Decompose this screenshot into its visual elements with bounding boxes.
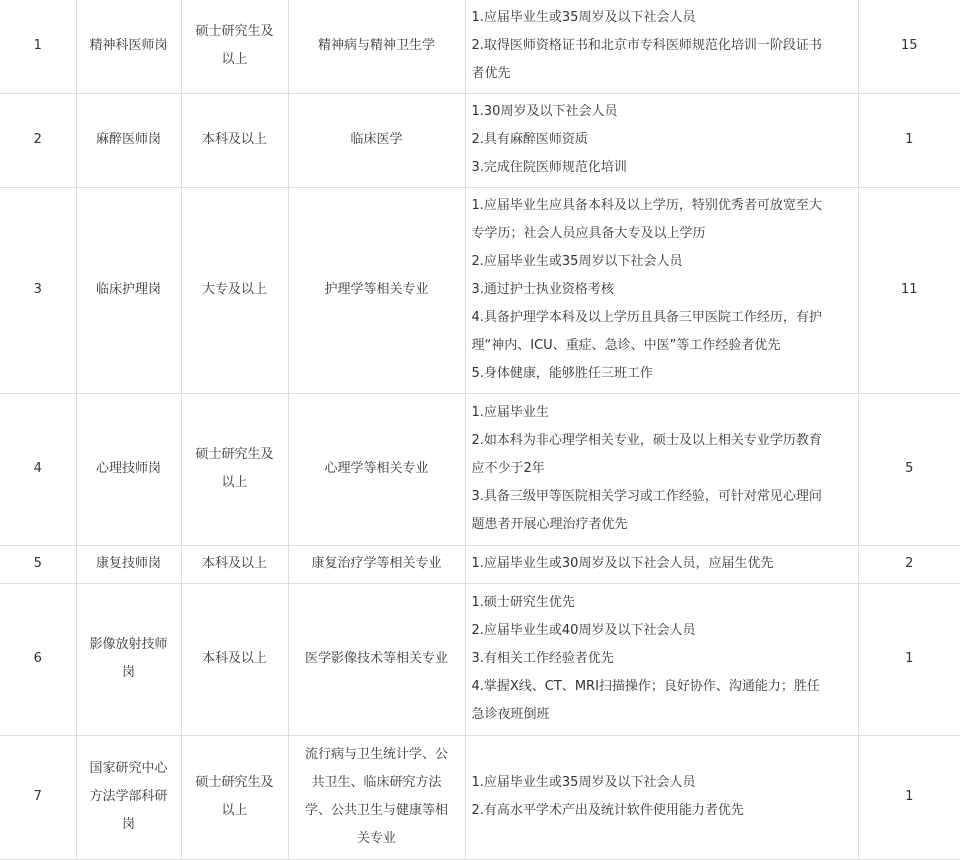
- position-line: 影像放射技师: [89, 637, 168, 652]
- requirement-line: 2.取得医师资格证书和北京市专科医师规范化培训一阶段证书: [471, 38, 822, 54]
- requirement-line: 1.应届毕业生: [471, 405, 549, 420]
- requirement-line: 者优先: [471, 66, 511, 82]
- position-cell: 精神科医师岗: [76, 0, 181, 93]
- row-number: 3: [0, 187, 76, 393]
- education-cell: [181, 393, 288, 545]
- requirement-line: 1.硕士研究生优先: [471, 595, 575, 610]
- requirement-line: 1.应届毕业生或35周岁及以下社会人员: [471, 10, 696, 26]
- requirement-line: 4.具备护理学本科及以上学历且具备三甲医院工作经历，有护: [471, 310, 822, 325]
- requirements-cell: [465, 583, 858, 735]
- requirement-line: 3.有相关工作经验者优先: [471, 651, 614, 666]
- education-cell: 本科及以上: [181, 583, 288, 735]
- table-row: [0, 545, 960, 583]
- major-cell: 医学影像技术等相关专业: [288, 583, 465, 735]
- table-row: [0, 93, 960, 187]
- requirement-line: 2.具有麻醉医师资质: [471, 132, 588, 147]
- table-row: [0, 187, 960, 393]
- row-number: 7: [0, 735, 76, 859]
- row-number: 1: [0, 0, 76, 93]
- major-line: 学、公共卫生与健康等相: [304, 803, 448, 818]
- education-line: 硕士研究生及: [195, 775, 274, 790]
- education-cell: 本科及以上: [181, 93, 288, 187]
- requirement-line: 1.应届毕业生或35周岁及以下社会人员: [471, 775, 696, 790]
- headcount-cell: 5: [858, 393, 960, 545]
- major-cell: 临床医学: [288, 93, 465, 187]
- education-line: 以上: [221, 52, 248, 68]
- requirement-line: 2.应届毕业生或40周岁及以下社会人员: [471, 623, 696, 638]
- education-cell: 大专及以上: [181, 187, 288, 393]
- position-cell: 康复技师岗: [76, 545, 181, 583]
- major-cell: 精神病与精神卫生学: [288, 0, 465, 93]
- table-row: [0, 735, 960, 859]
- education-cell: [181, 735, 288, 859]
- headcount-cell: 2: [858, 545, 960, 583]
- row-number: 4: [0, 393, 76, 545]
- headcount-cell: 1: [858, 583, 960, 735]
- headcount-cell: 15: [858, 0, 960, 93]
- education-line: 以上: [221, 475, 248, 490]
- requirement-line: 专学历；社会人员应具备大专及以上学历: [471, 226, 706, 241]
- education-line: 以上: [221, 803, 248, 818]
- headcount-cell: 11: [858, 187, 960, 393]
- major-cell: 心理学等相关专业: [288, 393, 465, 545]
- requirement-line: 1.30周岁及以下社会人员: [471, 104, 618, 119]
- headcount-cell: 1: [858, 735, 960, 859]
- position-cell: 临床护理岗: [76, 187, 181, 393]
- row-number: 6: [0, 583, 76, 735]
- requirements-cell: [465, 93, 858, 187]
- requirements-cell: [465, 545, 858, 583]
- major-line: 关专业: [356, 831, 396, 846]
- requirement-line: 1.应届毕业生或30周岁及以下社会人员，应届生优先: [471, 556, 774, 571]
- requirement-line: 2.应届毕业生或35周岁以下社会人员: [471, 254, 683, 269]
- major-line: 共卫生、临床研究方法: [311, 775, 442, 790]
- table-row: [0, 393, 960, 545]
- requirement-line: 1.应届毕业生应具备本科及以上学历，特别优秀者可放宽至大: [471, 198, 822, 213]
- table-row: [0, 583, 960, 735]
- position-line: 岗: [121, 817, 135, 832]
- requirements-cell: [465, 187, 858, 393]
- requirement-line: 理“神内、ICU、重症、急诊、中医”等工作经验者优先: [471, 338, 781, 353]
- education-cell: [181, 0, 288, 93]
- requirements-cell: [465, 0, 858, 93]
- position-line: 方法学部科研: [89, 789, 168, 804]
- requirement-line: 4.掌握X线、CT、MRI扫描操作；良好协作、沟通能力；胜任: [471, 679, 820, 694]
- education-cell: 本科及以上: [181, 545, 288, 583]
- position-cell: 心理技师岗: [76, 393, 181, 545]
- requirement-line: 急诊夜班倒班: [471, 707, 550, 722]
- requirement-line: 3.完成住院医师规范化培训: [471, 160, 627, 175]
- position-line: 岗: [121, 665, 135, 680]
- requirement-line: 3.通过护士执业资格考核: [471, 282, 614, 297]
- table-row: [0, 0, 960, 93]
- major-cell: 护理学等相关专业: [288, 187, 465, 393]
- major-line: 流行病与卫生统计学、公: [304, 747, 448, 762]
- position-cell: [76, 583, 181, 735]
- requirement-line: 2.有高水平学术产出及统计软件使用能力者优先: [471, 803, 744, 818]
- requirement-line: 2.如本科为非心理学相关专业，硕士及以上相关专业学历教育: [471, 433, 822, 448]
- position-line: 国家研究中心: [89, 761, 168, 776]
- headcount-cell: 1: [858, 93, 960, 187]
- education-line: 硕士研究生及: [195, 447, 274, 462]
- position-cell: [76, 735, 181, 859]
- requirements-cell: [465, 735, 858, 859]
- education-line: 硕士研究生及: [195, 24, 274, 40]
- major-cell: 康复治疗学等相关专业: [288, 545, 465, 583]
- requirement-line: 题患者开展心理治疗者优先: [471, 517, 628, 532]
- row-number: 2: [0, 93, 76, 187]
- row-number: 5: [0, 545, 76, 583]
- requirement-line: 3.具备三级甲等医院相关学习或工作经验，可针对常见心理问: [471, 489, 822, 504]
- position-cell: 麻醉医师岗: [76, 93, 181, 187]
- requirements-cell: [465, 393, 858, 545]
- requirement-line: 5.身体健康，能够胜任三班工作: [471, 366, 653, 381]
- major-cell: [288, 735, 465, 859]
- requirement-line: 应不少于2年: [471, 461, 545, 476]
